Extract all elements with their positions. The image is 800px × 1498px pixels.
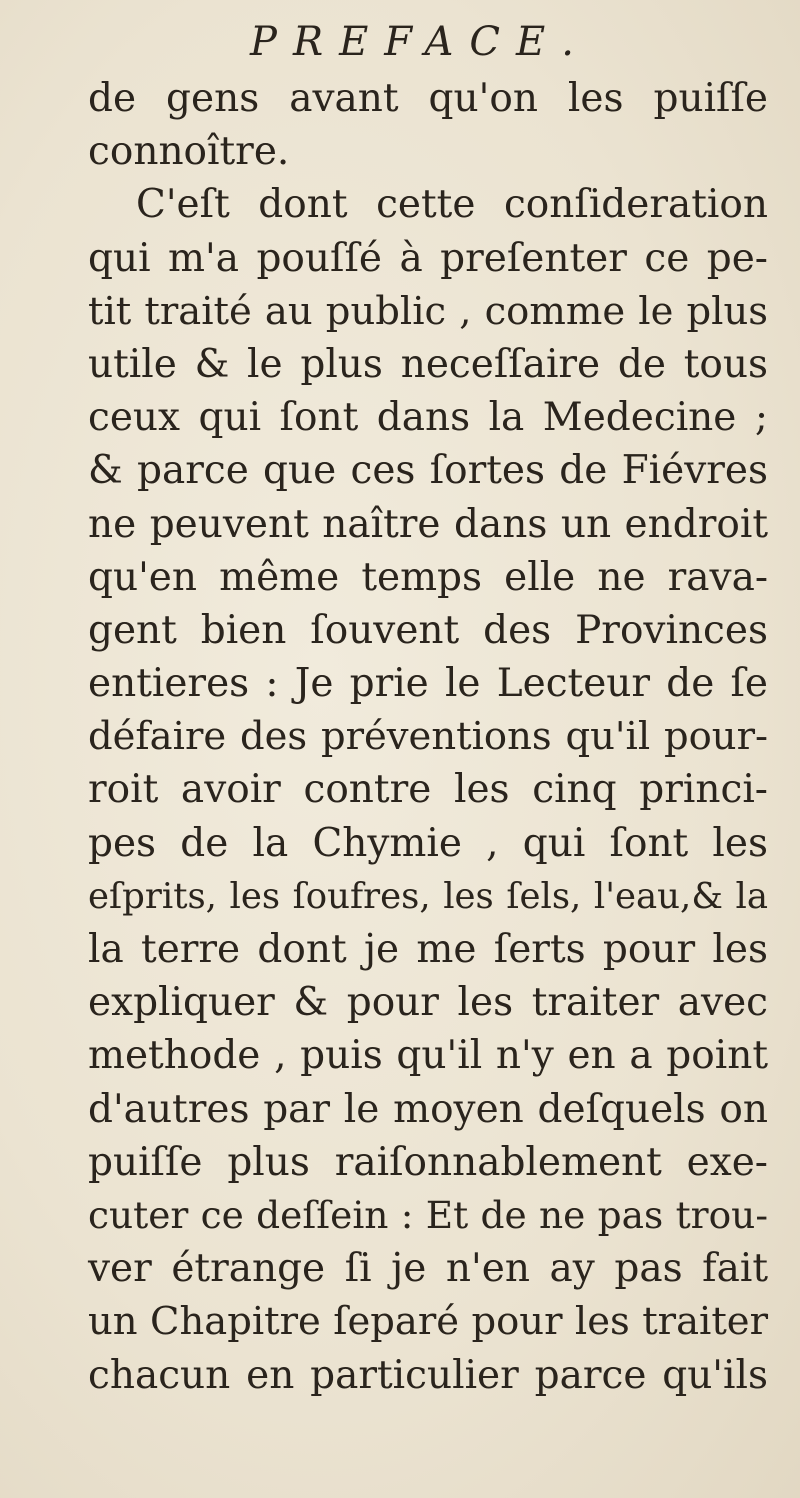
text-line: d'autres par le moyen deſquels on [88,1086,768,1132]
text-line: eſprits, les ſoufres, les ſels, l'eau,& la [88,875,768,917]
text-line: expliquer & pour les traiter avec [88,980,768,1026]
text-line: la terre dont je me ſerts pour les [88,927,768,972]
text-line: utile & le plus neceſſaire de tous [88,341,768,387]
running-header: PREFACE. [250,19,590,65]
text-line: C'eſt dont cette conſideration [136,182,768,228]
body-text [88,72,768,1402]
text-line: puiſſe plus raiſonnablement exe- [88,1139,768,1185]
text-line: pes de la Chymie , qui ſont les [88,820,768,866]
text-line: roit avoir contre les cinq princi- [88,767,768,813]
text-line: qu'en même temps elle ne rava- [88,554,768,600]
text-line: & parce que ces ſortes de Fiévres [88,448,768,494]
text-line: un Chapitre ſeparé pour les traiter [88,1299,768,1345]
text-line: cuter ce deſſein : Et de ne pas trou- [88,1192,768,1237]
text-line: gent bien ſouvent des Provinces [88,607,768,653]
text-line: methode , puis qu'il n'y en a point [88,1033,768,1079]
text-line: connoître. [88,129,290,175]
text-line: ver étrange ſi je n'en ay pas fait [88,1246,768,1292]
text-line: de gens avant qu'on les puiſſe [88,76,768,121]
text-line: ne peuvent naître dans un endroit [88,501,768,547]
text-line: tit traité au public , comme le plus [88,288,768,334]
text-line: ceux qui ſont dans la Medecine ; [88,395,768,441]
text-line: qui m'a pouſſé à preſenter ce pe- [88,235,768,281]
text-line: défaire des préventions qu'il pour- [88,714,768,760]
text-line: entieres : Je prie le Lecteur de ſe [88,661,768,707]
text-line: chacun en particulier parce qu'ils [88,1352,768,1398]
